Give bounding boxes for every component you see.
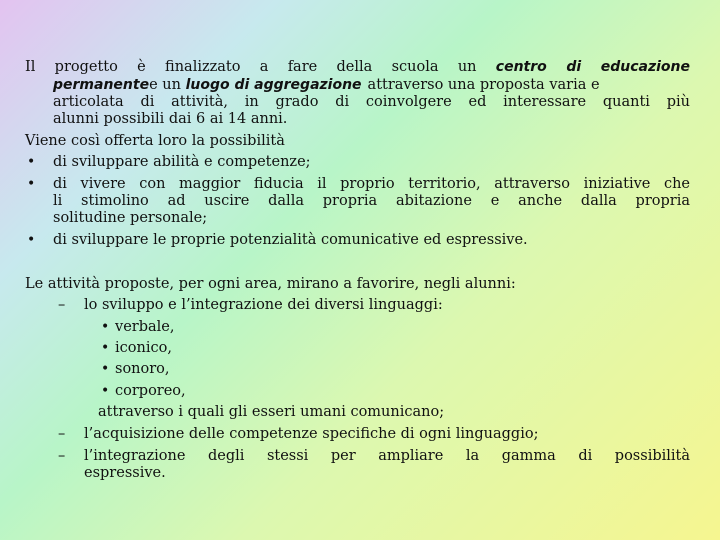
- dash-item-2: l’acquisizione delle competenze specifiche di ogni linguaggio;: [84, 426, 539, 442]
- dash-item-3-line2: espressive.: [84, 465, 166, 481]
- bullet-2-line2: li stimolino ad uscire dalla propria abitazione e anche dalla propria: [53, 193, 690, 209]
- sub-after: attraverso i quali gli esseri umani comunicano;: [98, 404, 445, 420]
- text: attraverso una proposta varia e: [367, 77, 600, 93]
- sub-item-4: corporeo,: [115, 383, 186, 399]
- bullet-symbol: •: [27, 154, 36, 170]
- sub-bullet-symbol: •: [101, 361, 110, 377]
- bullet-2-line1: di vivere con maggior fiducia il proprio territorio, attraverso iniziative che: [53, 176, 690, 192]
- dash-item-1: lo sviluppo e l’integrazione dei diversi linguaggi:: [84, 297, 443, 313]
- bullet-1: di sviluppare abilità e competenze;: [53, 154, 311, 170]
- para1-line5: Viene così offerta loro la possibilità: [25, 133, 285, 149]
- bullet-2-line3: solitudine personale;: [53, 210, 208, 226]
- emphasis-text: centro di educazione: [495, 59, 690, 75]
- bullet-symbol: •: [27, 176, 36, 192]
- para1-line1: [25, 58, 690, 76]
- para1-line3: articolata di attività, in grado di coinvolgere ed interessare quanti più: [53, 94, 690, 110]
- dash-symbol: –: [58, 448, 66, 464]
- bullet-3: di sviluppare le proprie potenzialità comunicative ed espressive.: [53, 232, 528, 248]
- para1-line2: [53, 76, 690, 94]
- para1-line4: alunni possibili dai 6 ai 14 anni.: [53, 111, 288, 127]
- dash-symbol: –: [58, 297, 66, 313]
- text: Il progetto è finalizzato a fare della scuola un: [25, 59, 496, 75]
- emphasis-text: luogo di aggregazione: [185, 77, 362, 93]
- bullet-symbol: •: [27, 232, 36, 248]
- dash-item-3-line1: l’integrazione degli stessi per ampliare la gamma di possibilità: [84, 448, 690, 464]
- sub-bullet-symbol: •: [101, 319, 110, 335]
- sub-bullet-symbol: •: [101, 340, 110, 356]
- sub-item-3: sonoro,: [115, 361, 170, 377]
- sub-item-2: iconico,: [115, 340, 172, 356]
- dash-symbol: –: [58, 426, 66, 442]
- sub-bullet-symbol: •: [101, 383, 110, 399]
- emphasis-text: permanente: [53, 77, 150, 93]
- sub-item-1: verbale,: [115, 319, 175, 335]
- text: e un: [149, 77, 186, 93]
- para2-intro: Le attività proposte, per ogni area, mirano a favorire, negli alunni:: [25, 276, 516, 292]
